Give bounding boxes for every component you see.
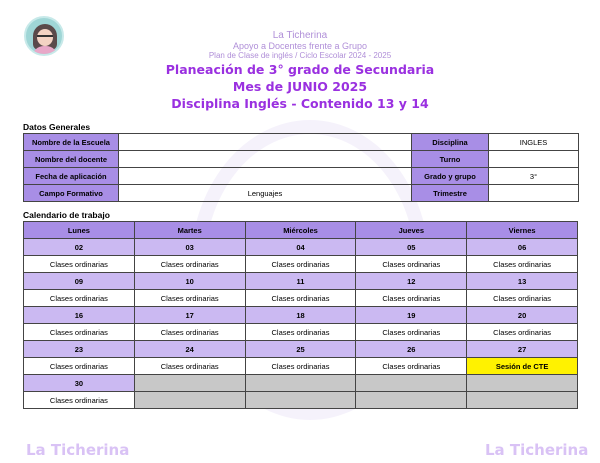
activity-row	[24, 392, 578, 409]
table-row	[24, 168, 579, 185]
activity-row	[24, 290, 578, 307]
date-row	[24, 341, 578, 358]
activity-cell[interactable]: Clases ordinarias	[24, 358, 135, 375]
activity-row	[24, 256, 578, 273]
label-grado: Grado y grupo	[412, 168, 489, 185]
discipline-title: Disciplina Inglés - Contenido 13 y 14	[171, 96, 429, 111]
activity-cell[interactable]: Clases ordinarias	[356, 324, 467, 341]
date-cell: 05	[356, 239, 467, 256]
date-cell: 10	[134, 273, 245, 290]
value-turno[interactable]	[489, 151, 579, 168]
footer-brand-left: La Ticherina	[26, 441, 130, 459]
activity-cell[interactable]: Clases ordinarias	[245, 290, 356, 307]
activity-cell[interactable]: Clases ordinarias	[134, 290, 245, 307]
date-row	[24, 273, 578, 290]
activity-cell[interactable]: Clases ordinarias	[356, 358, 467, 375]
value-escuela[interactable]	[119, 134, 412, 151]
date-cell: 19	[356, 307, 467, 324]
date-cell: 12	[356, 273, 467, 290]
label-trimestre: Trimestre	[412, 185, 489, 202]
activity-cell[interactable]: Clases ordinarias	[24, 324, 135, 341]
date-row	[24, 307, 578, 324]
date-row	[24, 375, 578, 392]
empty-cell	[245, 375, 356, 392]
activity-row	[24, 324, 578, 341]
empty-cell	[467, 392, 578, 409]
label-campo: Campo Formativo	[24, 185, 119, 202]
activity-cell[interactable]: Clases ordinarias	[245, 324, 356, 341]
date-cell: 26	[356, 341, 467, 358]
table-row	[24, 134, 579, 151]
table-row	[24, 151, 579, 168]
activity-cell[interactable]: Clases ordinarias	[134, 256, 245, 273]
value-trimestre[interactable]	[489, 185, 579, 202]
activity-cell[interactable]: Clases ordinarias	[24, 290, 135, 307]
activity-cell[interactable]: Clases ordinarias	[467, 290, 578, 307]
datos-generales-heading: Datos Generales	[23, 122, 91, 132]
empty-cell	[245, 392, 356, 409]
date-cell: 20	[467, 307, 578, 324]
day-header: Viernes	[467, 222, 578, 239]
cte-session-cell[interactable]: Sesión de CTE	[467, 358, 578, 375]
page-title: Planeación de 3° grado de Secundaria	[165, 62, 435, 77]
brand-name: La Ticherina	[272, 30, 328, 41]
activity-cell[interactable]: Clases ordinarias	[467, 324, 578, 341]
activity-cell[interactable]: Clases ordinarias	[24, 392, 135, 409]
calendario-heading: Calendario de trabajo	[23, 210, 110, 220]
activity-cell[interactable]: Clases ordinarias	[356, 290, 467, 307]
activity-cell[interactable]: Clases ordinarias	[356, 256, 467, 273]
date-cell: 13	[467, 273, 578, 290]
date-cell: 16	[24, 307, 135, 324]
date-cell: 03	[134, 239, 245, 256]
day-header-row	[24, 222, 578, 239]
date-cell: 23	[24, 341, 135, 358]
empty-cell	[356, 392, 467, 409]
value-fecha[interactable]	[119, 168, 412, 185]
activity-row	[24, 358, 578, 375]
empty-cell	[467, 375, 578, 392]
date-cell: 04	[245, 239, 356, 256]
date-cell: 25	[245, 341, 356, 358]
date-row	[24, 239, 578, 256]
empty-cell	[356, 375, 467, 392]
empty-cell	[134, 392, 245, 409]
date-cell: 11	[245, 273, 356, 290]
day-header: Miércoles	[245, 222, 356, 239]
activity-cell[interactable]: Clases ordinarias	[134, 358, 245, 375]
date-cell: 30	[24, 375, 135, 392]
activity-cell[interactable]: Clases ordinarias	[245, 358, 356, 375]
day-header: Martes	[134, 222, 245, 239]
day-header: Lunes	[24, 222, 135, 239]
date-cell: 27	[467, 341, 578, 358]
empty-cell	[134, 375, 245, 392]
value-grado[interactable]: 3°	[489, 168, 579, 185]
label-turno: Turno	[412, 151, 489, 168]
label-fecha: Fecha de aplicación	[24, 168, 119, 185]
value-disciplina[interactable]: INGLES	[489, 134, 579, 151]
value-campo[interactable]: Lenguajes	[119, 185, 412, 202]
date-cell: 18	[245, 307, 356, 324]
date-cell: 17	[134, 307, 245, 324]
brand-subtitle: Apoyo a Docentes frente a Grupo	[232, 41, 368, 51]
label-escuela: Nombre de la Escuela	[24, 134, 119, 151]
label-disciplina: Disciplina	[412, 134, 489, 151]
calendario-table	[23, 221, 578, 409]
activity-cell[interactable]: Clases ordinarias	[134, 324, 245, 341]
activity-cell[interactable]: Clases ordinarias	[467, 256, 578, 273]
datos-generales-table	[23, 133, 579, 202]
date-cell: 24	[134, 341, 245, 358]
table-row	[24, 185, 579, 202]
month-title: Mes de JUNIO 2025	[232, 79, 368, 94]
label-docente: Nombre del docente	[24, 151, 119, 168]
date-cell: 06	[467, 239, 578, 256]
value-docente[interactable]	[119, 151, 412, 168]
plan-line: Plan de Clase de inglés / Ciclo Escolar 2024 - 2025	[208, 51, 392, 60]
date-cell: 09	[24, 273, 135, 290]
day-header: Jueves	[356, 222, 467, 239]
activity-cell[interactable]: Clases ordinarias	[24, 256, 135, 273]
footer-brand-right: La Ticherina	[485, 441, 589, 459]
date-cell: 02	[24, 239, 135, 256]
activity-cell[interactable]: Clases ordinarias	[245, 256, 356, 273]
